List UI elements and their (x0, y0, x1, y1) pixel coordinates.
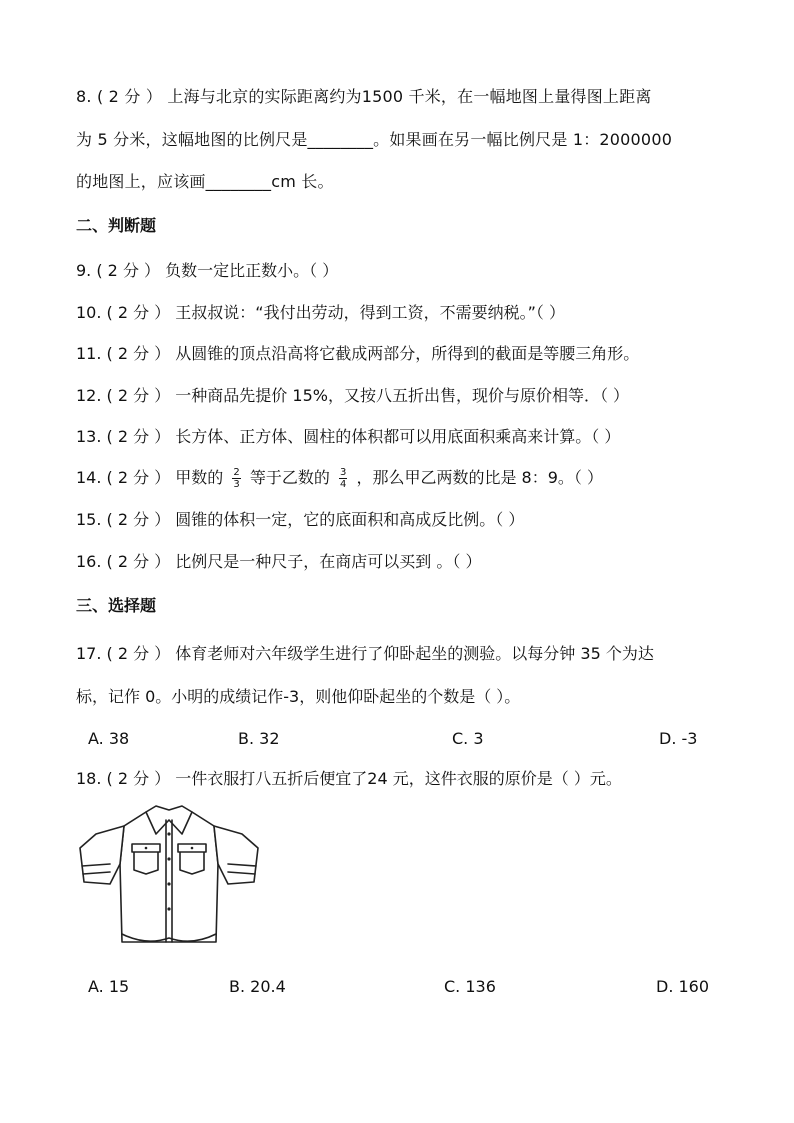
section-heading-choice: 三、选择题 (76, 596, 157, 615)
shirt-illustration (76, 804, 262, 950)
question-8-line-2: 为 5 分米，这幅地图的比例尺是________。如果画在另一幅比例尺是 1：2000000 (76, 130, 673, 149)
question-9: 9. ( 2 分 ） 负数一定比正数小。（ ） (76, 261, 339, 280)
question-8-line-1: 8. ( 2 分 ） 上海与北京的实际距离约为1500 千米，在一幅地图上量得图上距离 (76, 87, 652, 106)
question-12: 12. ( 2 分 ） 一种商品先提价 15%，又按八五折出售，现价与原价相等．（ ） (76, 386, 630, 405)
question-18-option-b: B. 20.4 (229, 977, 286, 996)
question-18-option-a: A. 15 (88, 977, 130, 996)
question-14-middle: 等于乙数的 (249, 468, 330, 487)
question-17-option-a: A. 38 (88, 729, 130, 748)
question-17-option-d: D. -3 (659, 729, 698, 748)
question-18-line-1: 18. ( 2 分 ） 一件衣服打八五折后便宜了24 元，这件衣服的原价是（ ）元。 (76, 769, 622, 788)
question-15: 15. ( 2 分 ） 圆锥的体积一定，它的底面积和高成反比例。（ ） (76, 510, 525, 529)
question-13: 13. ( 2 分 ） 长方体、正方体、圆柱的体积都可以用底面积乘高来计算。（ ） (76, 427, 621, 446)
question-16: 16. ( 2 分 ） 比例尺是一种尺子，在商店可以买到 。（ ） (76, 552, 482, 571)
question-11: 11. ( 2 分 ） 从圆锥的顶点沿高将它截成两部分，所得到的截面是等腰三角形。 (76, 344, 640, 363)
question-17-option-b: B. 32 (238, 729, 280, 748)
question-8-line-3: 的地图上，应该画________cm 长。 (76, 172, 334, 191)
fraction-two-thirds: $\frac{2}{3}$ (233, 467, 240, 490)
question-14 (76, 467, 603, 490)
question-14-suffix: ，那么甲乙两数的比是 8：9。（ ） (356, 468, 603, 487)
question-14-prefix: 14. ( 2 分 ） 甲数的 (76, 468, 224, 487)
fraction-three-quarters: $\frac{3}{4}$ (339, 467, 347, 490)
question-17-option-c: C. 3 (452, 729, 484, 748)
question-17-line-1: 17. ( 2 分 ） 体育老师对六年级学生进行了仰卧起坐的测验。以每分钟 35 个为达 (76, 644, 654, 663)
question-10: 10. ( 2 分 ） 王叔叔说：“我付出劳动，得到工资，不需要纳税。”（ ） (76, 303, 565, 322)
question-18-option-d: D. 160 (656, 977, 710, 996)
section-heading-judgement: 二、判断题 (76, 216, 157, 235)
question-17-line-2: 标，记作 0。小明的成绩记作-3，则他仰卧起坐的个数是（ ）。 (76, 687, 521, 706)
question-18-option-c: C. 136 (444, 977, 496, 996)
